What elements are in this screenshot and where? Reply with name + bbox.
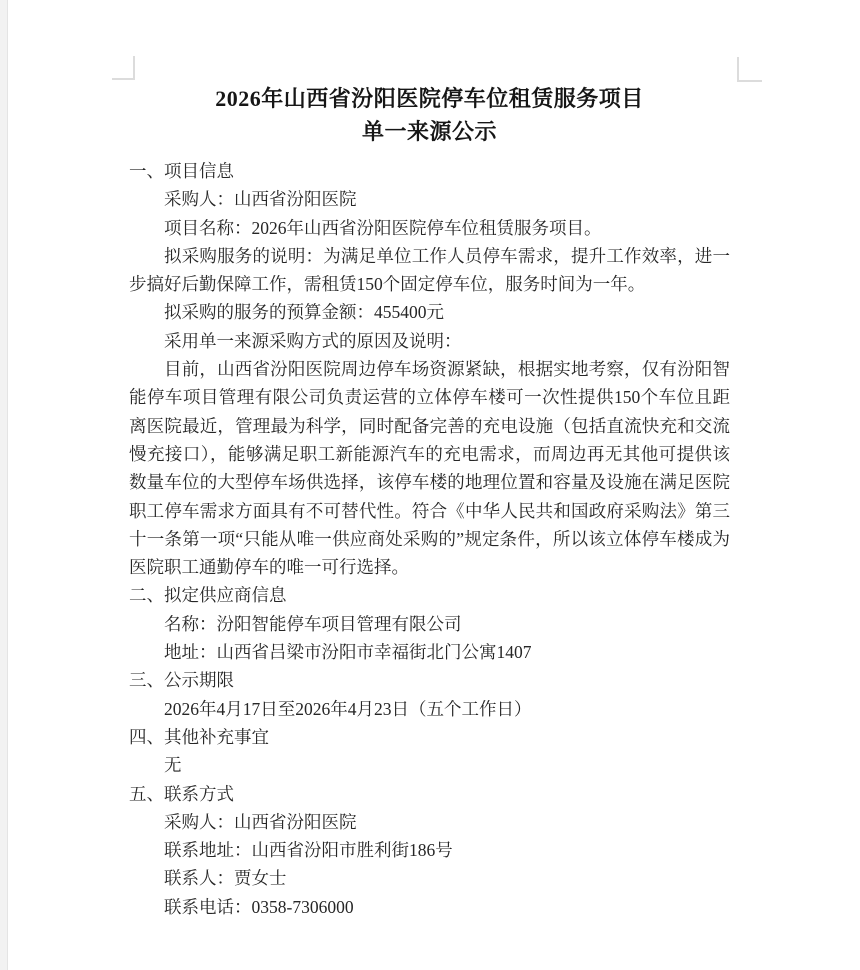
- section-heading-proposed-supplier: 二、拟定供应商信息: [129, 585, 287, 606]
- document-subtitle: 单一来源公示: [361, 119, 497, 144]
- contact-phone-line: 联系电话：0358-7306000: [164, 896, 354, 917]
- contact-address-line: 联系地址：山西省汾阳市胜利街186号: [164, 840, 453, 861]
- document-title: 2026年山西省汾阳医院停车位租赁服务项目: [215, 86, 644, 111]
- single-source-reason-paragraph: 目前，山西省汾阳医院周边停车场资源紧缺，根据实地考察，仅有汾阳智能停车项目管理有限公司负责运营的立体停车楼可一次性提供150个车位且距离医院最近，管理最为科学，同时配备完善的充电设施（包括直流快充和交流慢充接口），能够满足职工新能源汽车的充电需求，而周边再无其他可提供该数量车位的大型停车场供选择，该停车楼的地理位置和容量及设施在满足医院职工停车需求方面具有不可替代性。符合《中华人民共和国政府采购法》第三十一条第一项“只能从唯一供应商处采购的”规定条件，所以该立体停车楼成为医院职工通勤停车的唯一可行选择。: [129, 359, 730, 578]
- budget-line: 拟采购的服务的预算金额：455400元: [164, 302, 444, 323]
- service-description-paragraph: 拟采购服务的说明：为满足单位工作人员停车需求，提升工作效率，进一步搞好后勤保障工作，需租赁150个固定停车位，服务时间为一年。: [129, 245, 730, 295]
- supplier-address-line: 地址：山西省吕梁市汾阳市幸福街北门公寓1407: [164, 642, 532, 663]
- purchaser-line: 采购人：山西省汾阳医院: [164, 189, 357, 210]
- text-boundary-corner-topright-icon: [737, 57, 762, 82]
- contact-person-line: 联系人：贾女士: [164, 868, 287, 889]
- section-heading-project-info: 一、项目信息: [129, 161, 234, 181]
- section-heading-publicity-period: 三、公示期限: [129, 670, 234, 691]
- scan-edge-artifact: [0, 0, 8, 970]
- single-source-reason-label: 采用单一来源采购方式的原因及说明：: [164, 330, 462, 351]
- document-body: [129, 82, 730, 921]
- publicity-period-line: 2026年4月17日至2026年4月23日（五个工作日）: [164, 698, 532, 719]
- supplier-name-line: 名称：汾阳智能停车项目管理有限公司: [164, 613, 462, 634]
- contact-purchaser-line: 采购人：山西省汾阳医院: [164, 811, 357, 832]
- section-heading-other-matters: 四、其他补充事宜: [129, 726, 269, 747]
- section-heading-contact-info: 五、联系方式: [129, 783, 234, 804]
- text-boundary-corner-topleft-icon: [112, 56, 135, 80]
- project-name-line: 项目名称：2026年山西省汾阳医院停车位租赁服务项目。: [164, 217, 602, 238]
- other-matters-line: 无: [164, 755, 182, 776]
